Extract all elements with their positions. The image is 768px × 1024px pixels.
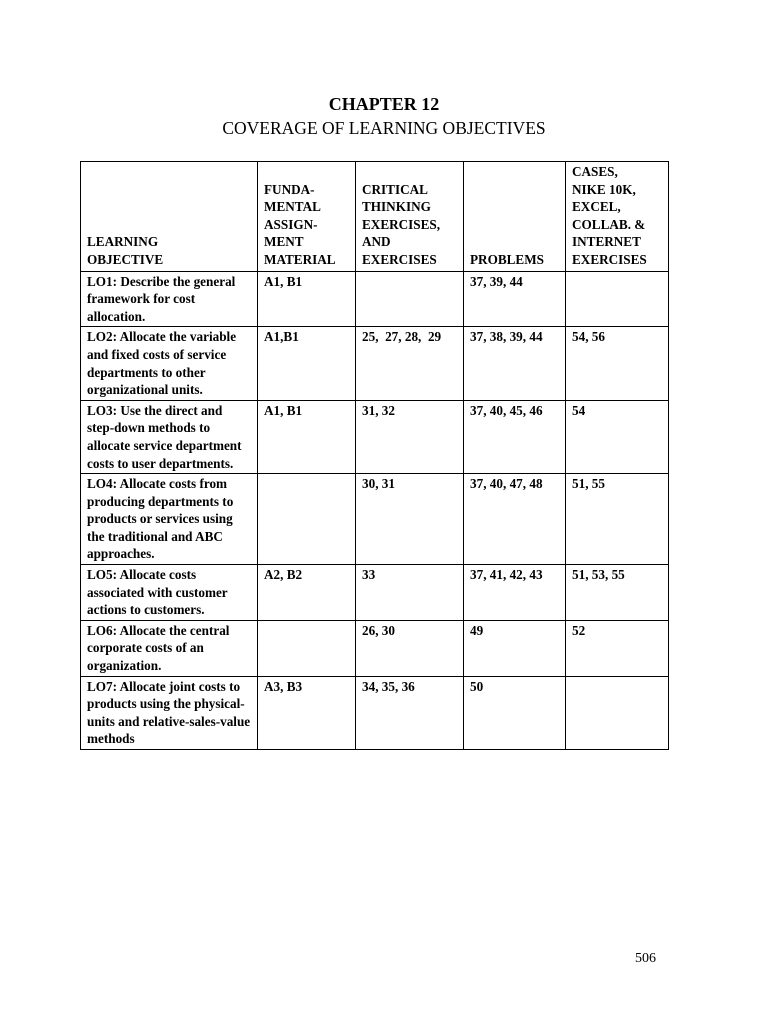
problems-cell: 49 <box>464 620 566 676</box>
cases-cell: 54 <box>566 400 669 473</box>
critical-cell: 34, 35, 36 <box>356 676 464 749</box>
objective-cell: LO7: Allocate joint costs to products using the physical-units and relative-sales-value methods <box>81 676 258 749</box>
objective-cell: LO1: Describe the general framework for cost allocation. <box>81 271 258 327</box>
fundamental-cell: A1, B1 <box>258 271 356 327</box>
table-row <box>81 676 669 749</box>
cases-cell <box>566 271 669 327</box>
table-row <box>81 271 669 327</box>
critical-cell: 30, 31 <box>356 474 464 565</box>
critical-cell: 31, 32 <box>356 400 464 473</box>
header-cases-exercises: CASES, NIKE 10K, EXCEL, COLLAB. & INTERNET EXERCISES <box>566 162 669 272</box>
fundamental-cell <box>258 620 356 676</box>
fundamental-cell <box>258 474 356 565</box>
critical-cell: 26, 30 <box>356 620 464 676</box>
critical-cell <box>356 271 464 327</box>
objective-cell: LO2: Allocate the variable and fixed costs of service departments to other organizational units. <box>81 327 258 400</box>
table-row <box>81 620 669 676</box>
critical-cell: 33 <box>356 565 464 621</box>
fundamental-cell: A1, B1 <box>258 400 356 473</box>
cases-cell <box>566 676 669 749</box>
problems-cell: 37, 40, 45, 46 <box>464 400 566 473</box>
table-row <box>81 327 669 400</box>
problems-cell: 37, 39, 44 <box>464 271 566 327</box>
objective-cell: LO3: Use the direct and step-down methods to allocate service department costs to user departments. <box>81 400 258 473</box>
chapter-subtitle: COVERAGE OF LEARNING OBJECTIVES <box>222 118 546 138</box>
problems-cell: 37, 41, 42, 43 <box>464 565 566 621</box>
cases-cell: 51, 53, 55 <box>566 565 669 621</box>
objective-cell: LO5: Allocate costs associated with customer actions to customers. <box>81 565 258 621</box>
table-header-row <box>81 162 669 272</box>
cases-cell: 54, 56 <box>566 327 669 400</box>
header-fundamental-assignment-material: FUNDA- MENTAL ASSIGN- MENT MATERIAL <box>258 162 356 272</box>
header-problems: PROBLEMS <box>464 162 566 272</box>
objective-cell: LO6: Allocate the central corporate costs of an organization. <box>81 620 258 676</box>
table-row <box>81 400 669 473</box>
critical-cell: 25, 27, 28, 29 <box>356 327 464 400</box>
header-critical-thinking-exercises: CRITICAL THINKING EXERCISES, AND EXERCISES <box>356 162 464 272</box>
fundamental-cell: A1,B1 <box>258 327 356 400</box>
fundamental-cell: A3, B3 <box>258 676 356 749</box>
learning-objectives-table <box>80 161 669 750</box>
problems-cell: 50 <box>464 676 566 749</box>
objective-cell: LO4: Allocate costs from producing departments to products or services using the traditional and ABC approaches. <box>81 474 258 565</box>
table-row <box>81 474 669 565</box>
problems-cell: 37, 38, 39, 44 <box>464 327 566 400</box>
page-number: 506 <box>635 951 656 966</box>
header-learning-objective: LEARNING OBJECTIVE <box>81 162 258 272</box>
cases-cell: 52 <box>566 620 669 676</box>
cases-cell: 51, 55 <box>566 474 669 565</box>
fundamental-cell: A2, B2 <box>258 565 356 621</box>
problems-cell: 37, 40, 47, 48 <box>464 474 566 565</box>
table-row <box>81 565 669 621</box>
chapter-title: CHAPTER 12 <box>328 94 440 114</box>
